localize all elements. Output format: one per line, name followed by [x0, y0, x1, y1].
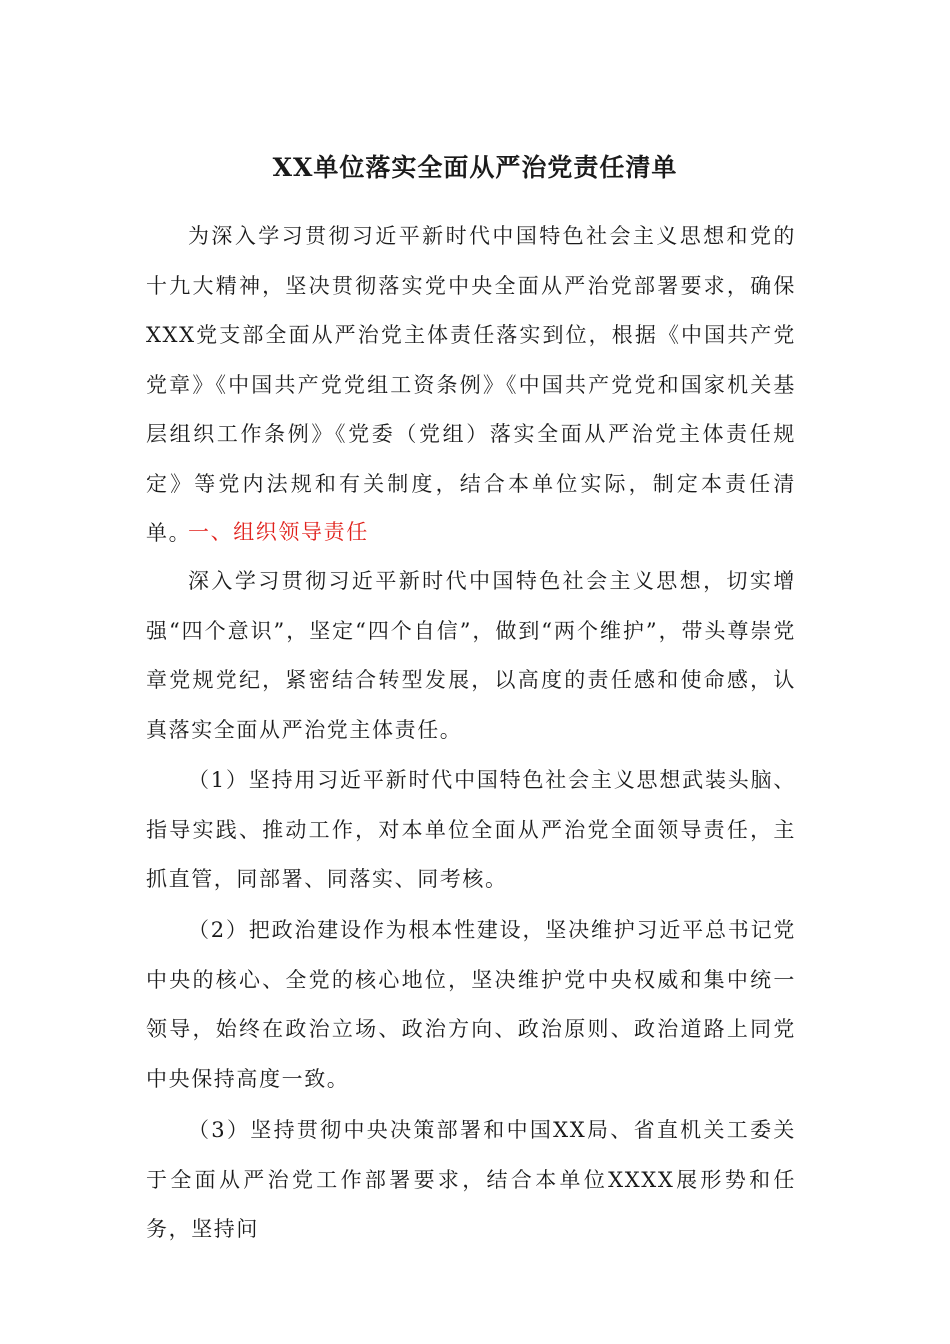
- section-paragraph: 深入学习贯彻习近平新时代中国特色社会主义思想，切实增强“四个意识”，坚定“四个自信”，做到“两个维护”，带头尊崇党章党规党纪，紧密结合转型发展，以高度的责任感和使命感，认真落实全面从严治党主体责任。: [146, 569, 796, 742]
- list-item: （2）把政治建设作为根本性建设，坚决维护习近平总书记党中央的核心、全党的核心地位，坚决维护党中央权威和集中统一领导，始终在政治立场、政治方向、政治原则、政治道路上同党中央保持高度一致。: [146, 918, 796, 1091]
- list-item: （3）坚持贯彻中央决策部署和中国XX局、省直机关工委关于全面从严治党工作部署要求，结合本单位XXXX展形势和任务，坚持问: [146, 1118, 796, 1241]
- intro-paragraph: 为深入学习贯彻习近平新时代中国特色社会主义思想和党的十九大精神，坚决贯彻落实党中央全面从严治党部署要求，确保XXX党支部全面从严治党主体责任落实到位，根据《中国共产党党章》《中国共产党党组工资条例》《中国共产党党和国家机关基层组织工作条例》《党委（党组）落实全面从严治党主体责任规定》等党内法规和有关制度，结合本单位实际，制定本责任清单。: [146, 224, 796, 545]
- document-title: XX单位落实全面从严治党责任清单: [272, 153, 678, 182]
- section-heading: 一、组织领导责任: [188, 520, 369, 544]
- list-item: （1）坚持用习近平新时代中国特色社会主义思想武装头脑、指导实践、推动工作，对本单位全面从严治党全面领导责任，主抓直管，同部署、同落实、同考核。: [146, 768, 796, 891]
